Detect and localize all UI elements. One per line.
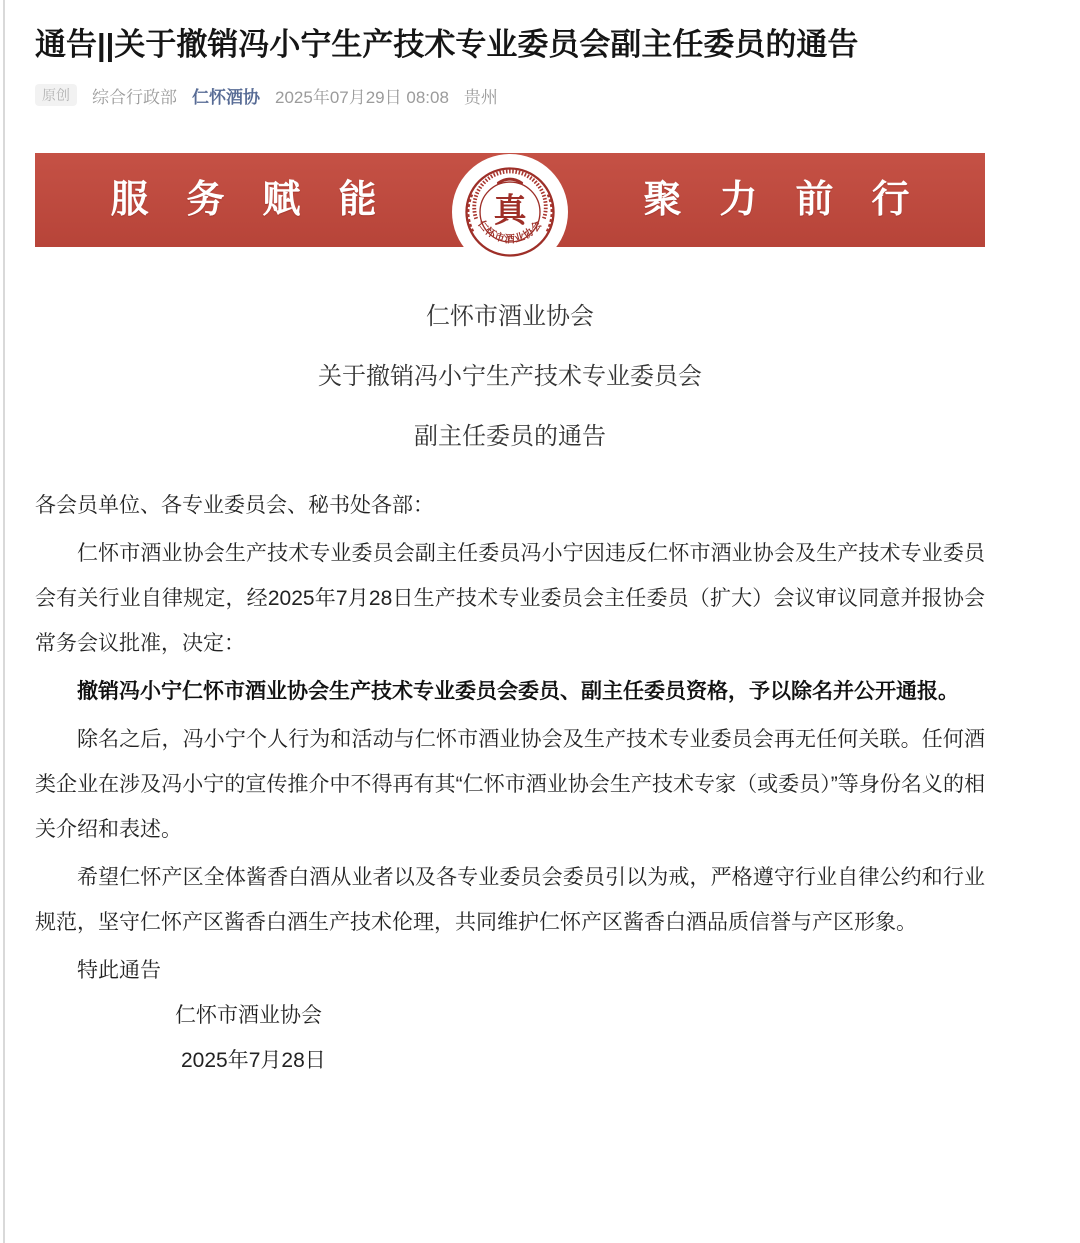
account-link[interactable]: 仁怀酒协 — [192, 87, 260, 107]
publish-datetime: 2025年07月29日 08:08 — [275, 87, 449, 107]
banner-slogan-left: 服务赋能 — [110, 178, 415, 221]
notice-body — [35, 287, 985, 1083]
association-seal-icon — [452, 154, 568, 270]
author-name: 综合行政部 — [92, 87, 177, 107]
notice-paragraph: 仁怀市酒业协会生产技术专业委员会副主任委员冯小宁因违反仁怀市酒业协会及生产技术专业委员会有关行业自律规定，经2025年7月28日生产技术专业委员会主任委员（扩大）会议审议同意并报协会常务会议批准，决定： — [35, 541, 985, 655]
notice-title-line1: 关于撤销冯小宁生产技术专业委员会 — [318, 362, 702, 390]
notice-signature: 仁怀市酒业协会 — [175, 1003, 322, 1027]
article-title: 通告||关于撤销冯小宁生产技术专业委员会副主任委员的通告 — [35, 27, 859, 62]
original-badge[interactable]: 原创 — [35, 84, 77, 106]
article-meta-bar — [35, 82, 1045, 109]
notice-title-line2: 副主任委员的通告 — [414, 422, 606, 450]
banner-slogan-right: 聚力前行 — [643, 178, 948, 221]
notice-paragraph-decision: 撤销冯小宁仁怀市酒业协会生产技术专业委员会委员、副主任委员资格，予以除名并公开通报。 — [77, 679, 959, 703]
banner-image — [35, 153, 985, 247]
svg-text:仁怀市酒业协会: 仁怀市酒业协会 — [475, 218, 545, 246]
notice-closing: 特此通告 — [77, 958, 161, 982]
notice-salutation: 各会员单位、各专业委员会、秘书处各部： — [35, 493, 434, 517]
notice-date: 2025年7月28日 — [181, 1048, 326, 1072]
publish-location[interactable]: 贵州 — [463, 87, 498, 107]
notice-org-line: 仁怀市酒业协会 — [426, 302, 594, 330]
svg-text:真: 真 — [493, 193, 527, 230]
notice-paragraph: 除名之后，冯小宁个人行为和活动与仁怀市酒业协会及生产技术专业委员会再无任何关联。任何酒类企业在涉及冯小宁的宣传推介中不得再有其“仁怀市酒业协会生产技术专家（或委员）”等身份名义的相关介绍和表述。 — [35, 727, 985, 841]
notice-paragraph: 希望仁怀产区全体酱香白酒从业者以及各专业委员会委员引以为戒，严格遵守行业自律公约和行业规范，坚守仁怀产区酱香白酒生产技术伦理，共同维护仁怀产区酱香白酒品质信誉与产区形象。 — [35, 865, 985, 934]
